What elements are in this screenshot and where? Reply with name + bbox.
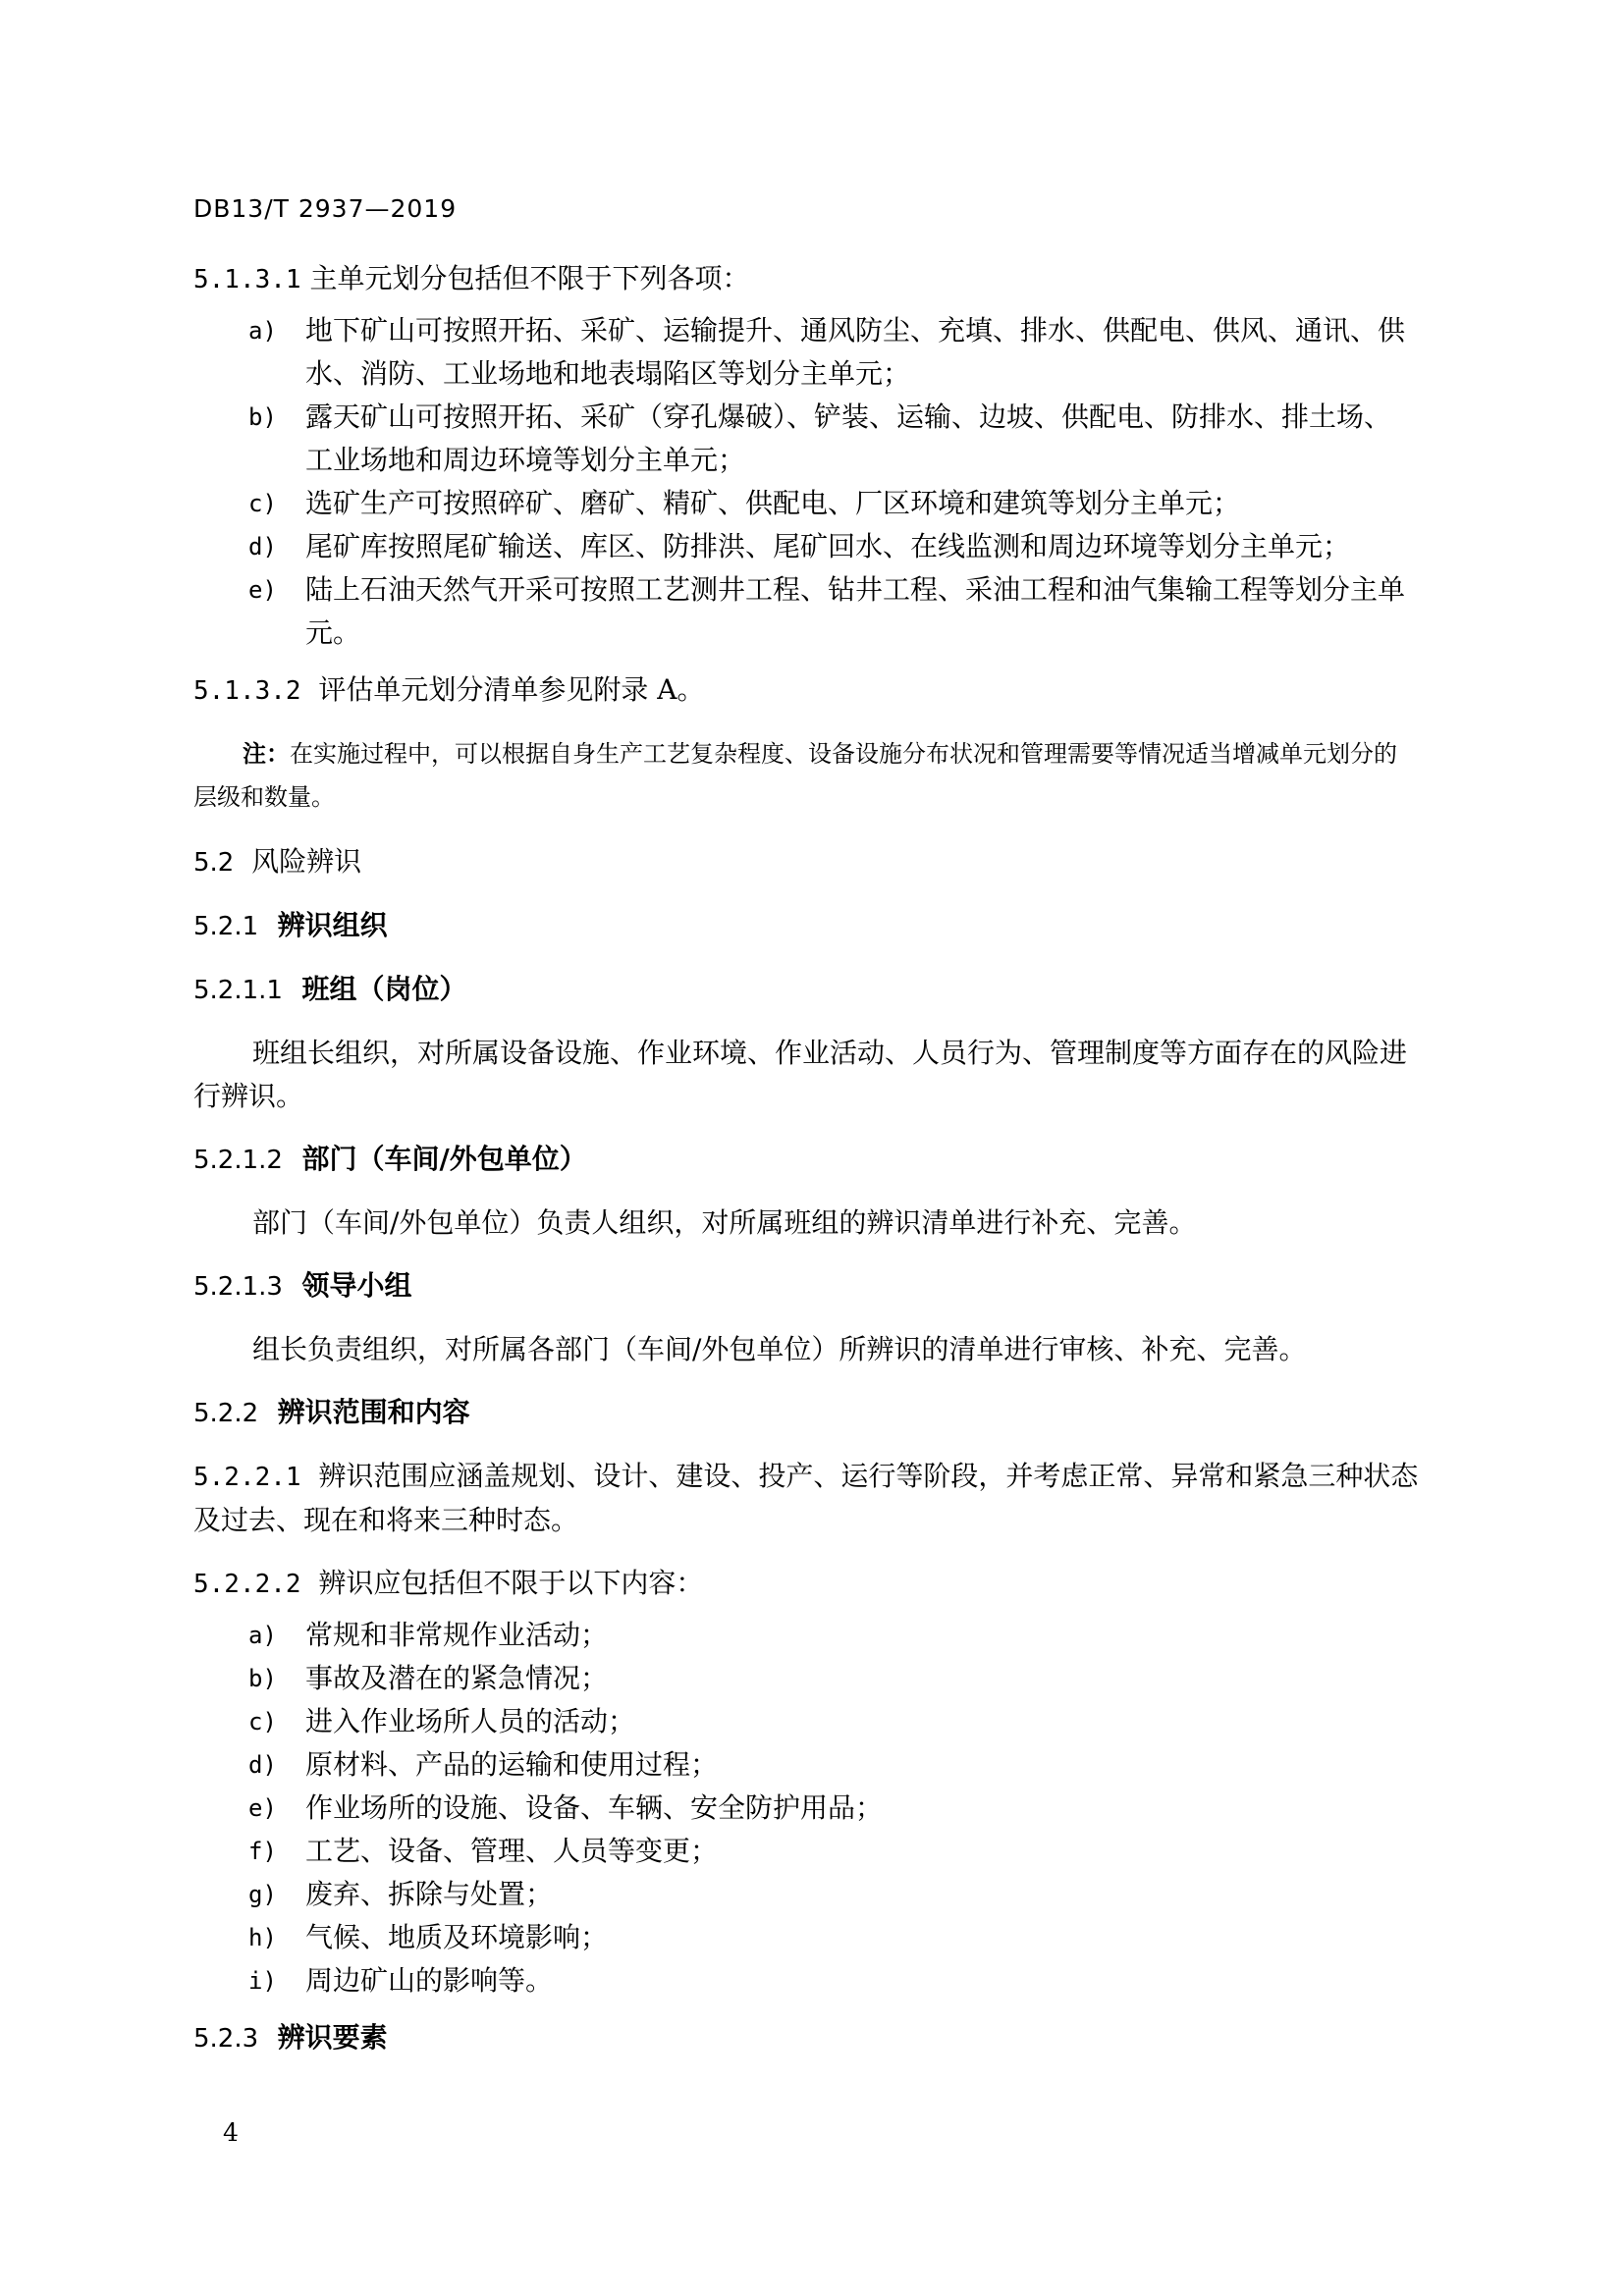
- clause-number: 5.2.2.1: [193, 1463, 301, 1492]
- note-line: [243, 732, 1470, 775]
- list-item: [193, 309, 1470, 396]
- list-text: 进入作业场所人员的活动；: [305, 1705, 636, 1737]
- list-marker: e): [248, 576, 277, 604]
- list-item: [193, 1916, 1470, 1959]
- clause-number: 5.1.3.1: [193, 265, 301, 294]
- paragraph: [193, 1201, 1470, 1245]
- section-heading-5-2: [193, 840, 1470, 884]
- list-item: [193, 396, 1470, 482]
- list-text: 废弃、拆除与处置；: [305, 1878, 554, 1910]
- paragraph-line: [193, 1455, 1470, 1499]
- list-item: [193, 1743, 1470, 1787]
- list-text: 气候、地质及环境影响；: [305, 1921, 609, 1953]
- list-marker: c): [248, 1708, 277, 1735]
- identification-content-list: [193, 1614, 1470, 2002]
- section-title: 辨识要素: [277, 2021, 388, 2054]
- section-heading-5-2-1: [193, 904, 1470, 948]
- clause-number: 5.1.3.2: [193, 676, 301, 706]
- paragraph-line: 组长负责组织，对所属各部门（车间/外包单位）所辨识的清单进行审核、补充、完善。: [252, 1333, 1307, 1365]
- list-marker: b): [248, 1665, 277, 1692]
- section-title: 辨识组织: [277, 909, 388, 941]
- document-body: [193, 257, 1470, 2080]
- list-marker: f): [248, 1838, 277, 1865]
- section-number: 5.2.1.1: [193, 976, 283, 1005]
- list-item: [193, 1830, 1470, 1873]
- list-text: 原材料、产品的运输和使用过程；: [305, 1748, 719, 1781]
- list-marker: e): [248, 1794, 277, 1822]
- clause-5-2-2-1: [193, 1455, 1470, 1542]
- clause-text: 评估单元划分清单参见附录 A。: [318, 673, 705, 706]
- list-item: [193, 1959, 1470, 2002]
- section-heading-5-2-1-3: [193, 1264, 1470, 1308]
- section-number: 5.2.3: [193, 2024, 259, 2054]
- list-line: 选矿生产可按照碎矿、磨矿、精矿、供配电、厂区环境和建筑等划分主单元；: [305, 487, 1241, 519]
- section-title: 辨识范围和内容: [277, 1396, 470, 1428]
- note-text: 在实施过程中，可以根据自身生产工艺复杂程度、设备设施分布状况和管理需要等情况适当增减单元划分的: [290, 740, 1397, 768]
- list-marker: g): [248, 1881, 277, 1908]
- list-marker: a): [248, 317, 277, 345]
- paragraph: [193, 1032, 1470, 1118]
- section-heading-5-2-3: [193, 2016, 1470, 2060]
- list-line: 陆上石油天然气开采可按照工艺测井工程、钻井工程、采油工程和油气集输工程等划分主单: [305, 573, 1406, 606]
- list-line: 工业场地和周边环境等划分主单元；: [305, 444, 746, 476]
- list-line: 元。: [305, 616, 361, 649]
- list-marker: a): [248, 1622, 277, 1649]
- section-title: 领导小组: [301, 1269, 412, 1302]
- list-item: [193, 525, 1470, 568]
- paragraph-line: 部门（车间/外包单位）负责人组织，对所属班组的辨识清单进行补充、完善。: [252, 1206, 1197, 1239]
- list-text: 周边矿山的影响等。: [305, 1964, 554, 1997]
- list-text: 工艺、设备、管理、人员等变更；: [305, 1835, 719, 1867]
- section-title: 风险辨识: [251, 845, 362, 878]
- list-line: 露天矿山可按照开拓、采矿（穿孔爆破）、铲装、运输、边坡、供配电、防排水、排土场、: [305, 400, 1392, 433]
- note-line: 层级和数量。: [193, 783, 335, 811]
- list-text: 事故及潜在的紧急情况；: [305, 1662, 609, 1694]
- list-line: 尾矿库按照尾矿输送、库区、防排洪、尾矿回水、在线监测和周边环境等划分主单元；: [305, 530, 1351, 562]
- list-marker: c): [248, 490, 277, 517]
- list-line: 地下矿山可按照开拓、采矿、运输提升、通风防尘、充填、排水、供配电、供风、通讯、供: [305, 314, 1406, 347]
- list-item: [193, 1700, 1470, 1743]
- list-marker: d): [248, 1751, 277, 1779]
- list-item: [193, 1873, 1470, 1916]
- note-label: 注：: [243, 740, 290, 768]
- clause-text: 辨识范围应涵盖规划、设计、建设、投产、运行等阶段，并考虑正常、异常和紧急三种状态: [318, 1460, 1419, 1492]
- document-code-header: DB13/T 2937—2019: [193, 194, 458, 223]
- paragraph-line: 班组长组织，对所属设备设施、作业环境、作业活动、人员行为、管理制度等方面存在的风险进: [252, 1037, 1408, 1069]
- page-number: 4: [223, 2118, 239, 2147]
- paragraph-line: 行辨识。: [193, 1080, 304, 1112]
- section-number: 5.2: [193, 848, 235, 878]
- list-line: 水、消防、工业场地和地表塌陷区等划分主单元；: [305, 357, 911, 390]
- list-item: [193, 568, 1470, 655]
- section-title: 班组（岗位）: [301, 973, 467, 1005]
- main-unit-list: [193, 309, 1470, 655]
- section-heading-5-2-1-1: [193, 968, 1470, 1012]
- clause-text: 主单元划分包括但不限于下列各项：: [309, 262, 750, 294]
- clause-text: 辨识应包括但不限于以下内容：: [318, 1567, 704, 1599]
- section-number: 5.2.1.2: [193, 1146, 283, 1175]
- paragraph: [193, 1328, 1470, 1371]
- list-text: 作业场所的设施、设备、车辆、安全防护用品；: [305, 1791, 884, 1824]
- list-item: [193, 1787, 1470, 1830]
- section-title: 部门（车间/外包单位）: [301, 1143, 587, 1175]
- list-marker: b): [248, 403, 277, 431]
- list-marker: i): [248, 1967, 277, 1995]
- section-heading-5-2-1-2: [193, 1138, 1470, 1182]
- paragraph-line: 及过去、现在和将来三种时态。: [193, 1504, 579, 1536]
- list-item: [193, 1614, 1470, 1657]
- clause-number: 5.2.2.2: [193, 1570, 301, 1599]
- clause-5-1-3-2: [193, 668, 1470, 713]
- list-marker: d): [248, 533, 277, 561]
- list-text: 常规和非常规作业活动；: [305, 1619, 609, 1651]
- note: [193, 732, 1470, 819]
- clause-5-1-3-1: [193, 257, 1470, 301]
- section-number: 5.2.2: [193, 1399, 259, 1428]
- clause-5-2-2-2: [193, 1562, 1470, 1606]
- section-number: 5.2.1: [193, 912, 259, 941]
- section-heading-5-2-2: [193, 1391, 1470, 1435]
- list-item: [193, 482, 1470, 525]
- list-item: [193, 1657, 1470, 1700]
- list-marker: h): [248, 1924, 277, 1951]
- section-number: 5.2.1.3: [193, 1272, 283, 1302]
